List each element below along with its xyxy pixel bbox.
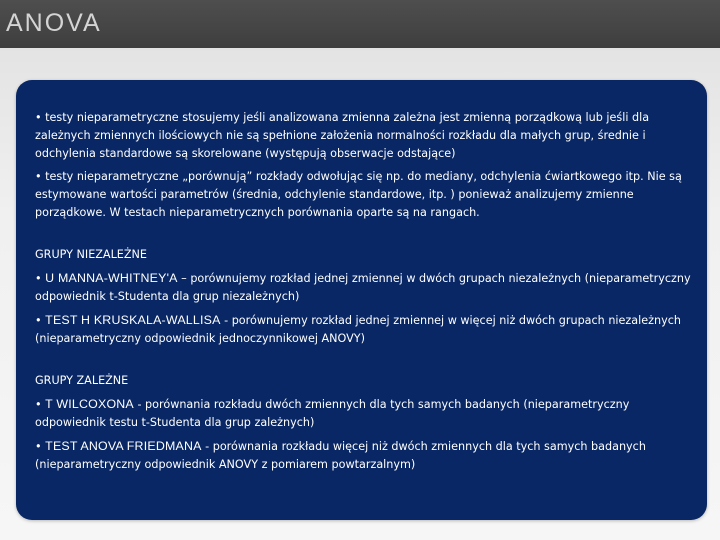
test-desc-mann-whitney: – porównujemy rozkład jednej zmiennej w dwóch grupach niezależnych (nieparametryczny odpowiednik t-Studenta dla grup niezależnych): [35, 272, 691, 303]
test-wilcoxon: [35, 395, 695, 432]
content-body: [35, 109, 695, 474]
slide-title: ANOVA: [6, 9, 102, 37]
test-name-kruskal-wallis: TEST H KRUSKALA-WALLISA: [45, 313, 221, 327]
spacer: [35, 348, 695, 372]
bullet-mark: •: [35, 398, 42, 411]
bullet-mark: •: [35, 272, 42, 285]
test-friedman: [35, 437, 695, 474]
test-desc-kruskal-wallis: - porównujemy rozkład jednej zmiennej w więcej niż dwóch grupach niezależnych (nieparametryczny odpowiednik jednoczynnikowej ANOVY): [35, 314, 681, 345]
test-name-wilcoxon: T WILCOXONA: [45, 397, 134, 411]
content-panel: [16, 80, 707, 520]
title-bar: [0, 0, 720, 48]
test-name-friedman: TEST ANOVA FRIEDMANA: [45, 439, 202, 453]
heading-independent-groups: GRUPY NIEZALEŻNE: [35, 248, 147, 261]
intro-paragraph-1: • testy nieparametryczne stosujemy jeśli analizowana zmienna zależna jest zmienną porządkową lub jeśli dla zależnych zmiennych ilościowych nie są spełnione założenia normalności rozkładu dla małych grup, średnie i odchylenia standardowe są skorelowane (występują obserwacje odstające): [35, 111, 650, 160]
spacer: [35, 222, 695, 246]
test-mann-whitney: [35, 269, 695, 306]
heading-dependent-groups: GRUPY ZALEŻNE: [35, 374, 129, 387]
test-desc-wilcoxon: - porównania rozkładu dwóch zmiennych dla tych samych badanych (nieparametryczny odpowiednik testu t-Studenta dla grup zależnych): [35, 398, 630, 429]
intro-paragraph-2: • testy nieparametryczne „porównują” rozkłady odwołując się np. do mediany, odchylenia ćwiartkowego itp. Nie są estymowane wartości parametrów (średnia, odchylenie standardowe, itp. ) ponieważ analizujemy zmienne porządkowe. W testach nieparametrycznych porównania oparte są na rangach.: [35, 170, 682, 219]
bullet-mark: •: [35, 314, 42, 327]
test-desc-friedman: - porównania rozkładu więcej niż dwóch zmiennych dla tych samych badanych (nieparametryczny odpowiednik ANOVY z pomiarem powtarzalnym): [35, 440, 646, 471]
bullet-mark: •: [35, 440, 42, 453]
test-kruskal-wallis: [35, 311, 695, 348]
test-name-mann-whitney: U MANNA-WHITNEY'A: [45, 271, 178, 285]
